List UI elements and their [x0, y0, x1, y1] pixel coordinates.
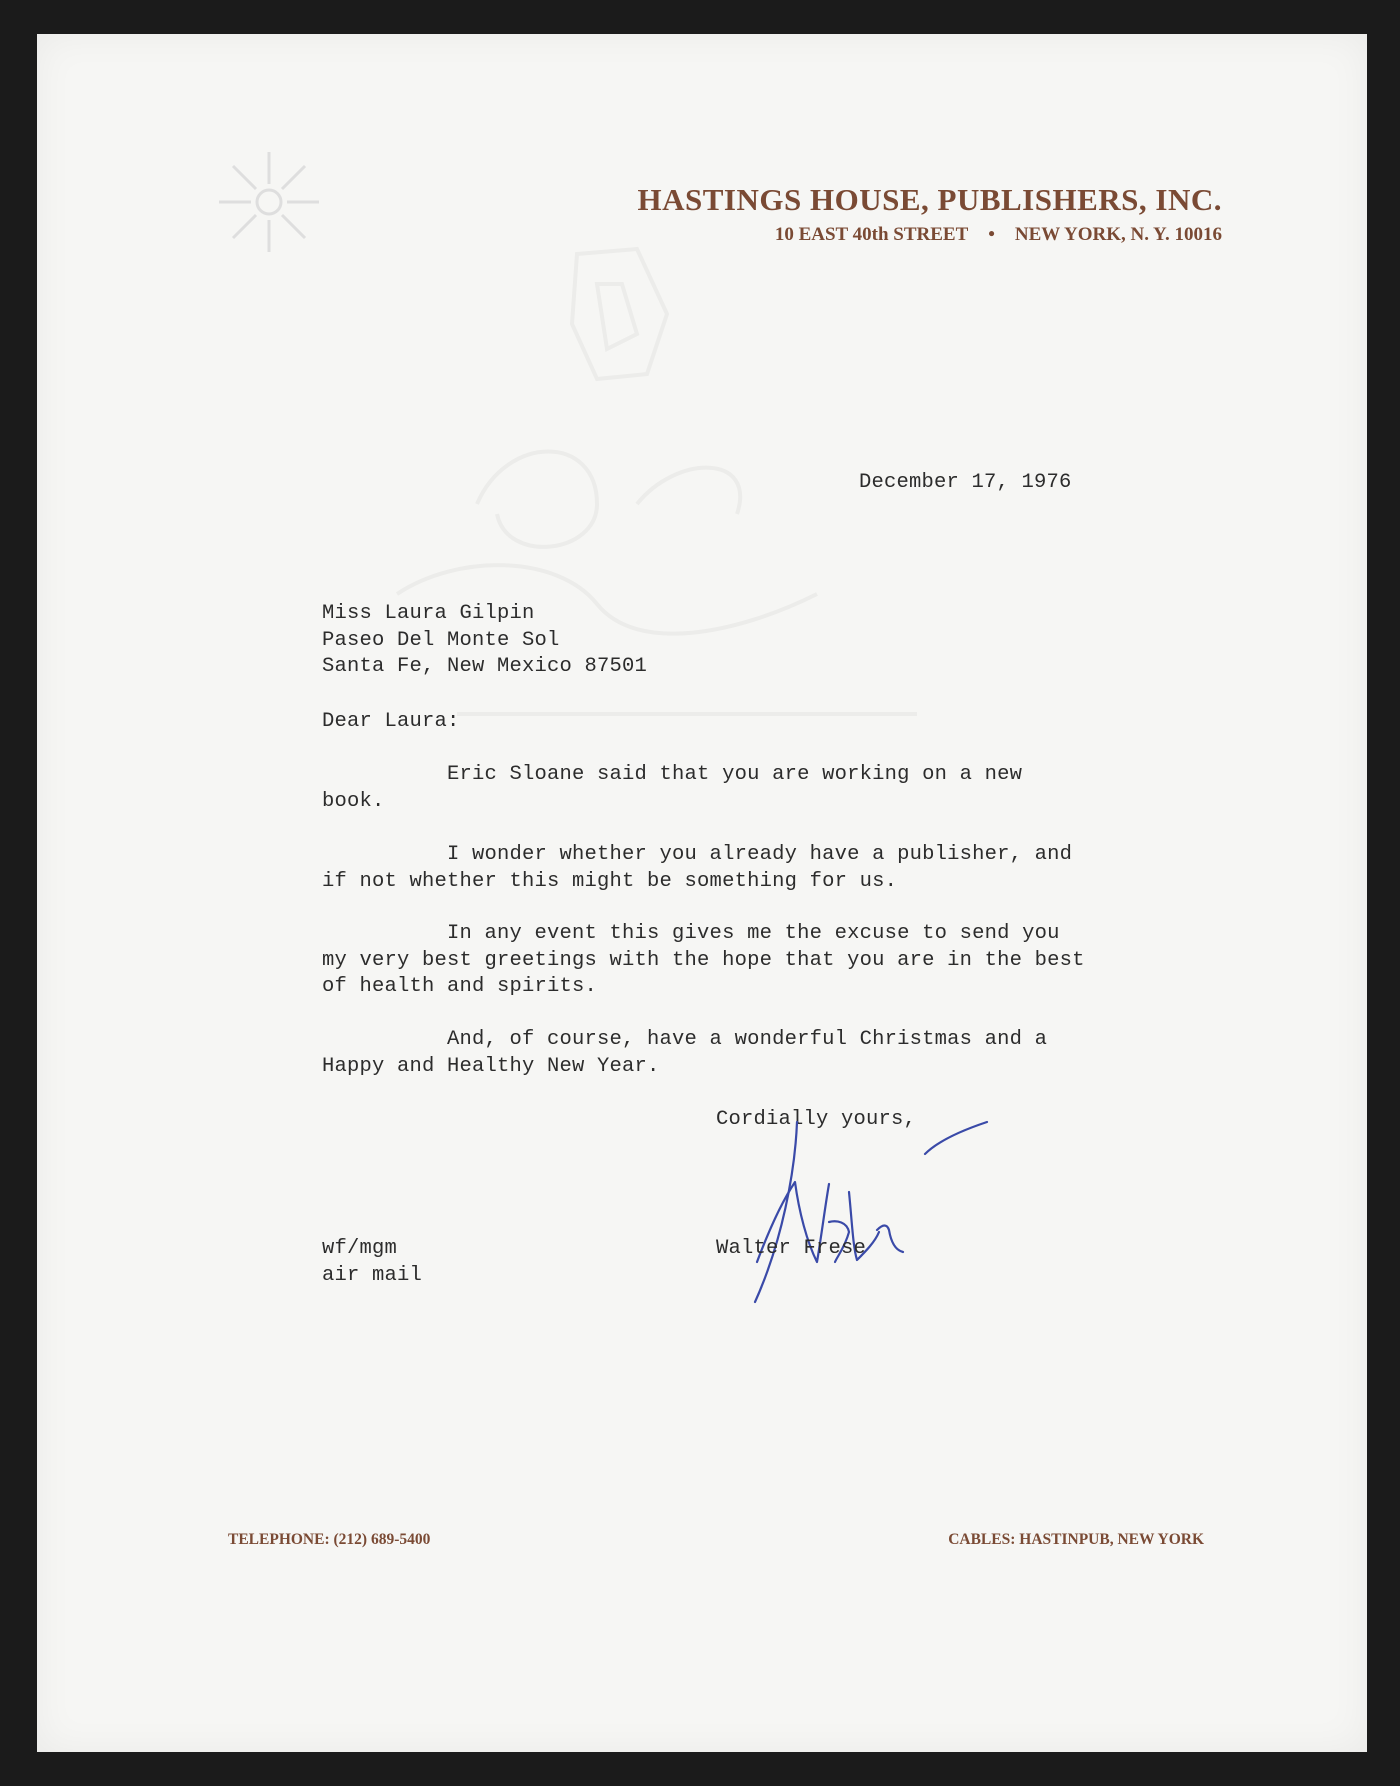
text-line: In any event this gives me the excuse to send you — [322, 922, 1060, 945]
letter-page — [37, 34, 1367, 1752]
recipient-name: Miss Laura Gilpin — [322, 602, 535, 625]
text-line: And, of course, have a wonderful Christmas and a — [322, 1028, 1048, 1051]
company-address — [432, 224, 1222, 246]
text-line: of health and spirits. — [322, 975, 598, 998]
recipient-block — [322, 601, 647, 681]
text-line: book. — [322, 789, 385, 813]
footer-telephone: TELEPHONE: (212) 689-5400 — [228, 1531, 431, 1548]
handwritten-signature-icon — [737, 1112, 1007, 1322]
text-line: my very best greetings with the hope that you are in the best — [322, 948, 1085, 972]
address-separator: • — [988, 224, 995, 245]
typist-initials: wf/mgm — [322, 1237, 398, 1260]
city-address: NEW YORK, N. Y. 10016 — [1014, 224, 1222, 245]
recipient-city: Santa Fe, New Mexico 87501 — [322, 655, 648, 678]
signer-name: Walter Frese — [716, 1237, 867, 1260]
delivery-note: air mail — [322, 1263, 423, 1287]
text-line: Eric Sloane said that you are working on a new — [322, 763, 1023, 786]
paragraph-4 — [322, 1027, 1047, 1080]
letter-date: December 17, 1976 — [859, 471, 1072, 494]
closing: Cordially yours, — [716, 1108, 917, 1131]
paragraph-2 — [322, 842, 1072, 895]
reference-block — [322, 1236, 422, 1289]
text-line: Happy and Healthy New Year. — [322, 1054, 660, 1078]
footer-cables: CABLES: HASTINPUB, NEW YORK — [948, 1531, 1204, 1548]
salutation: Dear Laura: — [322, 710, 460, 733]
paragraph-1 — [322, 762, 1022, 815]
recipient-street: Paseo Del Monte Sol — [322, 628, 560, 652]
street-address: 10 EAST 40th STREET — [774, 224, 969, 245]
company-name: HASTINGS HOUSE, PUBLISHERS, INC. — [637, 182, 1222, 217]
text-line: I wonder whether you already have a publisher, and — [322, 843, 1073, 866]
text-line: if not whether this might be something for us. — [322, 869, 898, 893]
paragraph-3 — [322, 921, 1085, 1001]
